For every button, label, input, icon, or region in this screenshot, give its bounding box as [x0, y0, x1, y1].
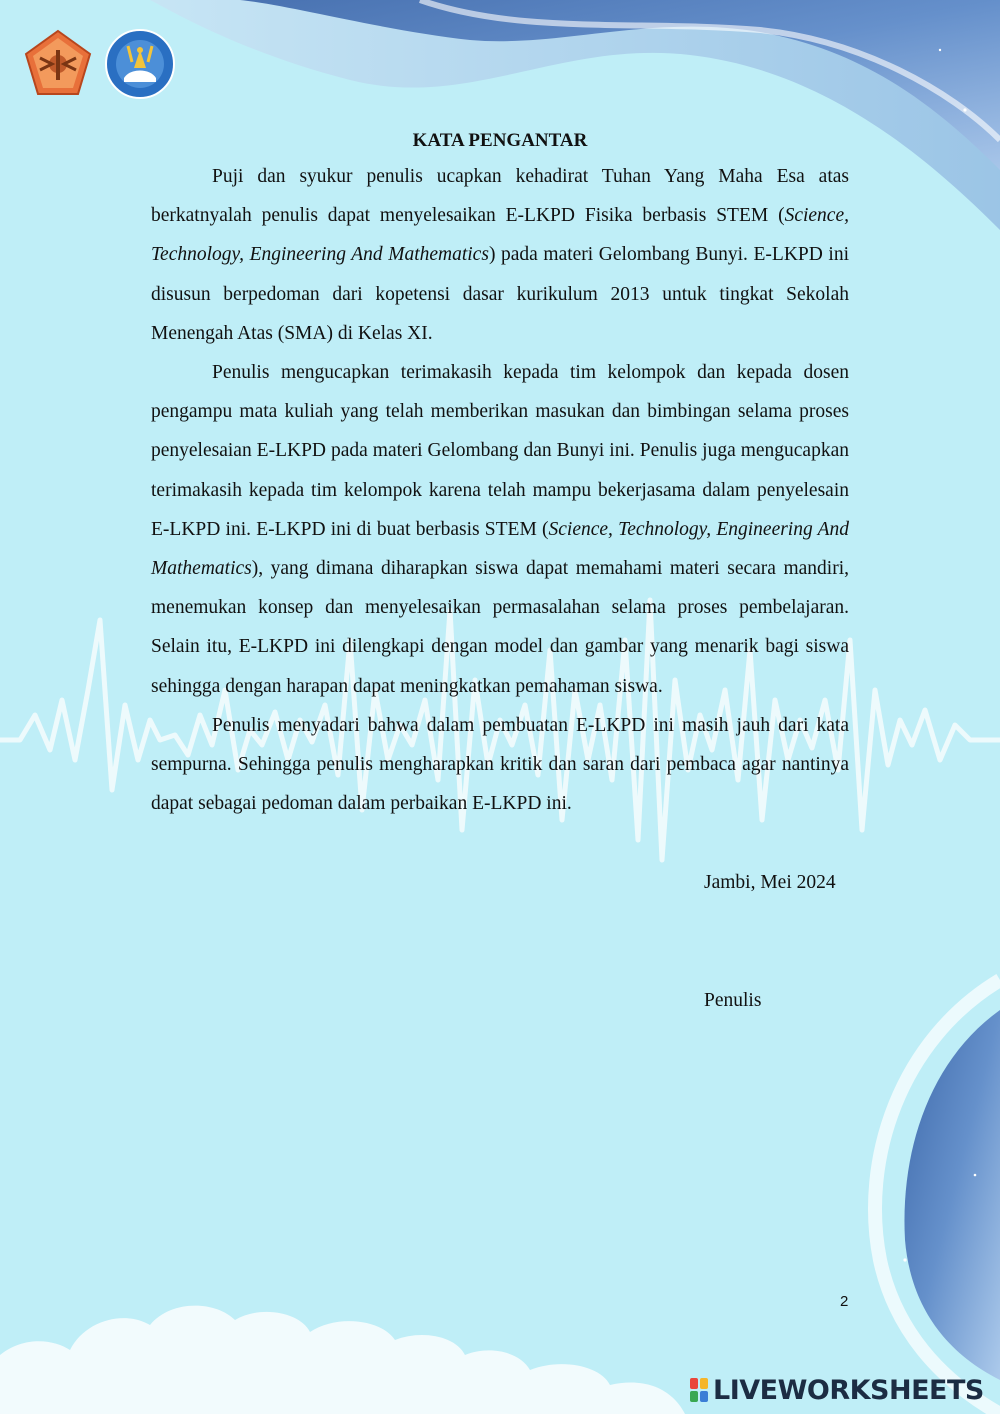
tut-wuri-handayani-logo — [104, 28, 176, 100]
watermark-text: LIVEWORKSHEETS — [713, 1374, 984, 1406]
place-date: Jambi, Mei 2024 — [704, 872, 836, 893]
paragraph-1 — [151, 157, 849, 353]
badge-square — [690, 1391, 698, 1402]
badge-square — [700, 1378, 708, 1389]
document-body — [151, 126, 849, 823]
star — [903, 1258, 906, 1261]
paragraph-1-italic: Science, Technology, Engineering And Mathematics — [151, 205, 849, 266]
paragraph-2 — [151, 353, 849, 706]
paragraph-3-text: Penulis menyadari bahwa dalam pembuatan E-LKPD ini masih jauh dari kata sempurna. Sehingga penulis mengharapkan kritik dan saran dari pembaca agar nantinya dapat sebagai pedoman dalam perbaikan E-LKPD ini. — [151, 714, 849, 815]
paragraph-1-text-a: Puji dan syukur penulis ucapkan kehadirat Tuhan Yang Maha Esa atas berkatnyalah penulis dapat menyelesaikan E-LKPD Fisika berbasis STEM ( — [151, 166, 849, 227]
university-logo — [22, 28, 94, 100]
paragraph-2-text-a: Penulis mengucapkan terimakasih kepada tim kelompok dan kepada dosen pengampu mata kuliah yang telah memberikan masukan dan bimbingan selama proses penyelesaian E-LKPD pada materi Gelombang dan Bunyi ini. Penulis juga mengucapkan terimakasih kepada tim kelompok karena telah mampu bekerjasama dalam penyelesain E-LKPD ini. E-LKPD ini di buat berbasis STEM ( — [151, 362, 849, 540]
star — [963, 108, 966, 111]
paragraph-3 — [151, 706, 849, 824]
paragraph-2-text-b: ), yang dimana diharapkan siswa dapat memahami materi secara mandiri, menemukan konsep dan menyelesaikan permasalahan selama proses pembelajaran. Selain itu, E-LKPD ini dilengkapi dengan model dan gambar yang menarik bagi siswa sehingga dengan harapan dapat meningkatkan pemahaman siswa. — [151, 558, 849, 697]
paragraph-2-italic: Science, Technology, Engineering And Mathematics — [151, 518, 849, 580]
page-number: 2 — [840, 1293, 849, 1310]
star — [939, 49, 941, 51]
liveworksheets-badge-icon — [690, 1378, 708, 1402]
liveworksheets-watermark[interactable] — [690, 1372, 984, 1408]
badge-square — [690, 1378, 698, 1389]
page-title: KATA PENGANTAR — [412, 130, 588, 151]
star — [974, 1174, 977, 1177]
signer-name: Penulis — [704, 990, 762, 1011]
paragraph-1-text-b: ) pada materi Gelombang Bunyi. E-LKPD ini disusun berpedoman dari kopetensi dasar kurikulum 2013 untuk tingkat Sekolah Menengah Atas (SMA) di Kelas XI. — [151, 244, 849, 344]
badge-square — [700, 1391, 708, 1402]
